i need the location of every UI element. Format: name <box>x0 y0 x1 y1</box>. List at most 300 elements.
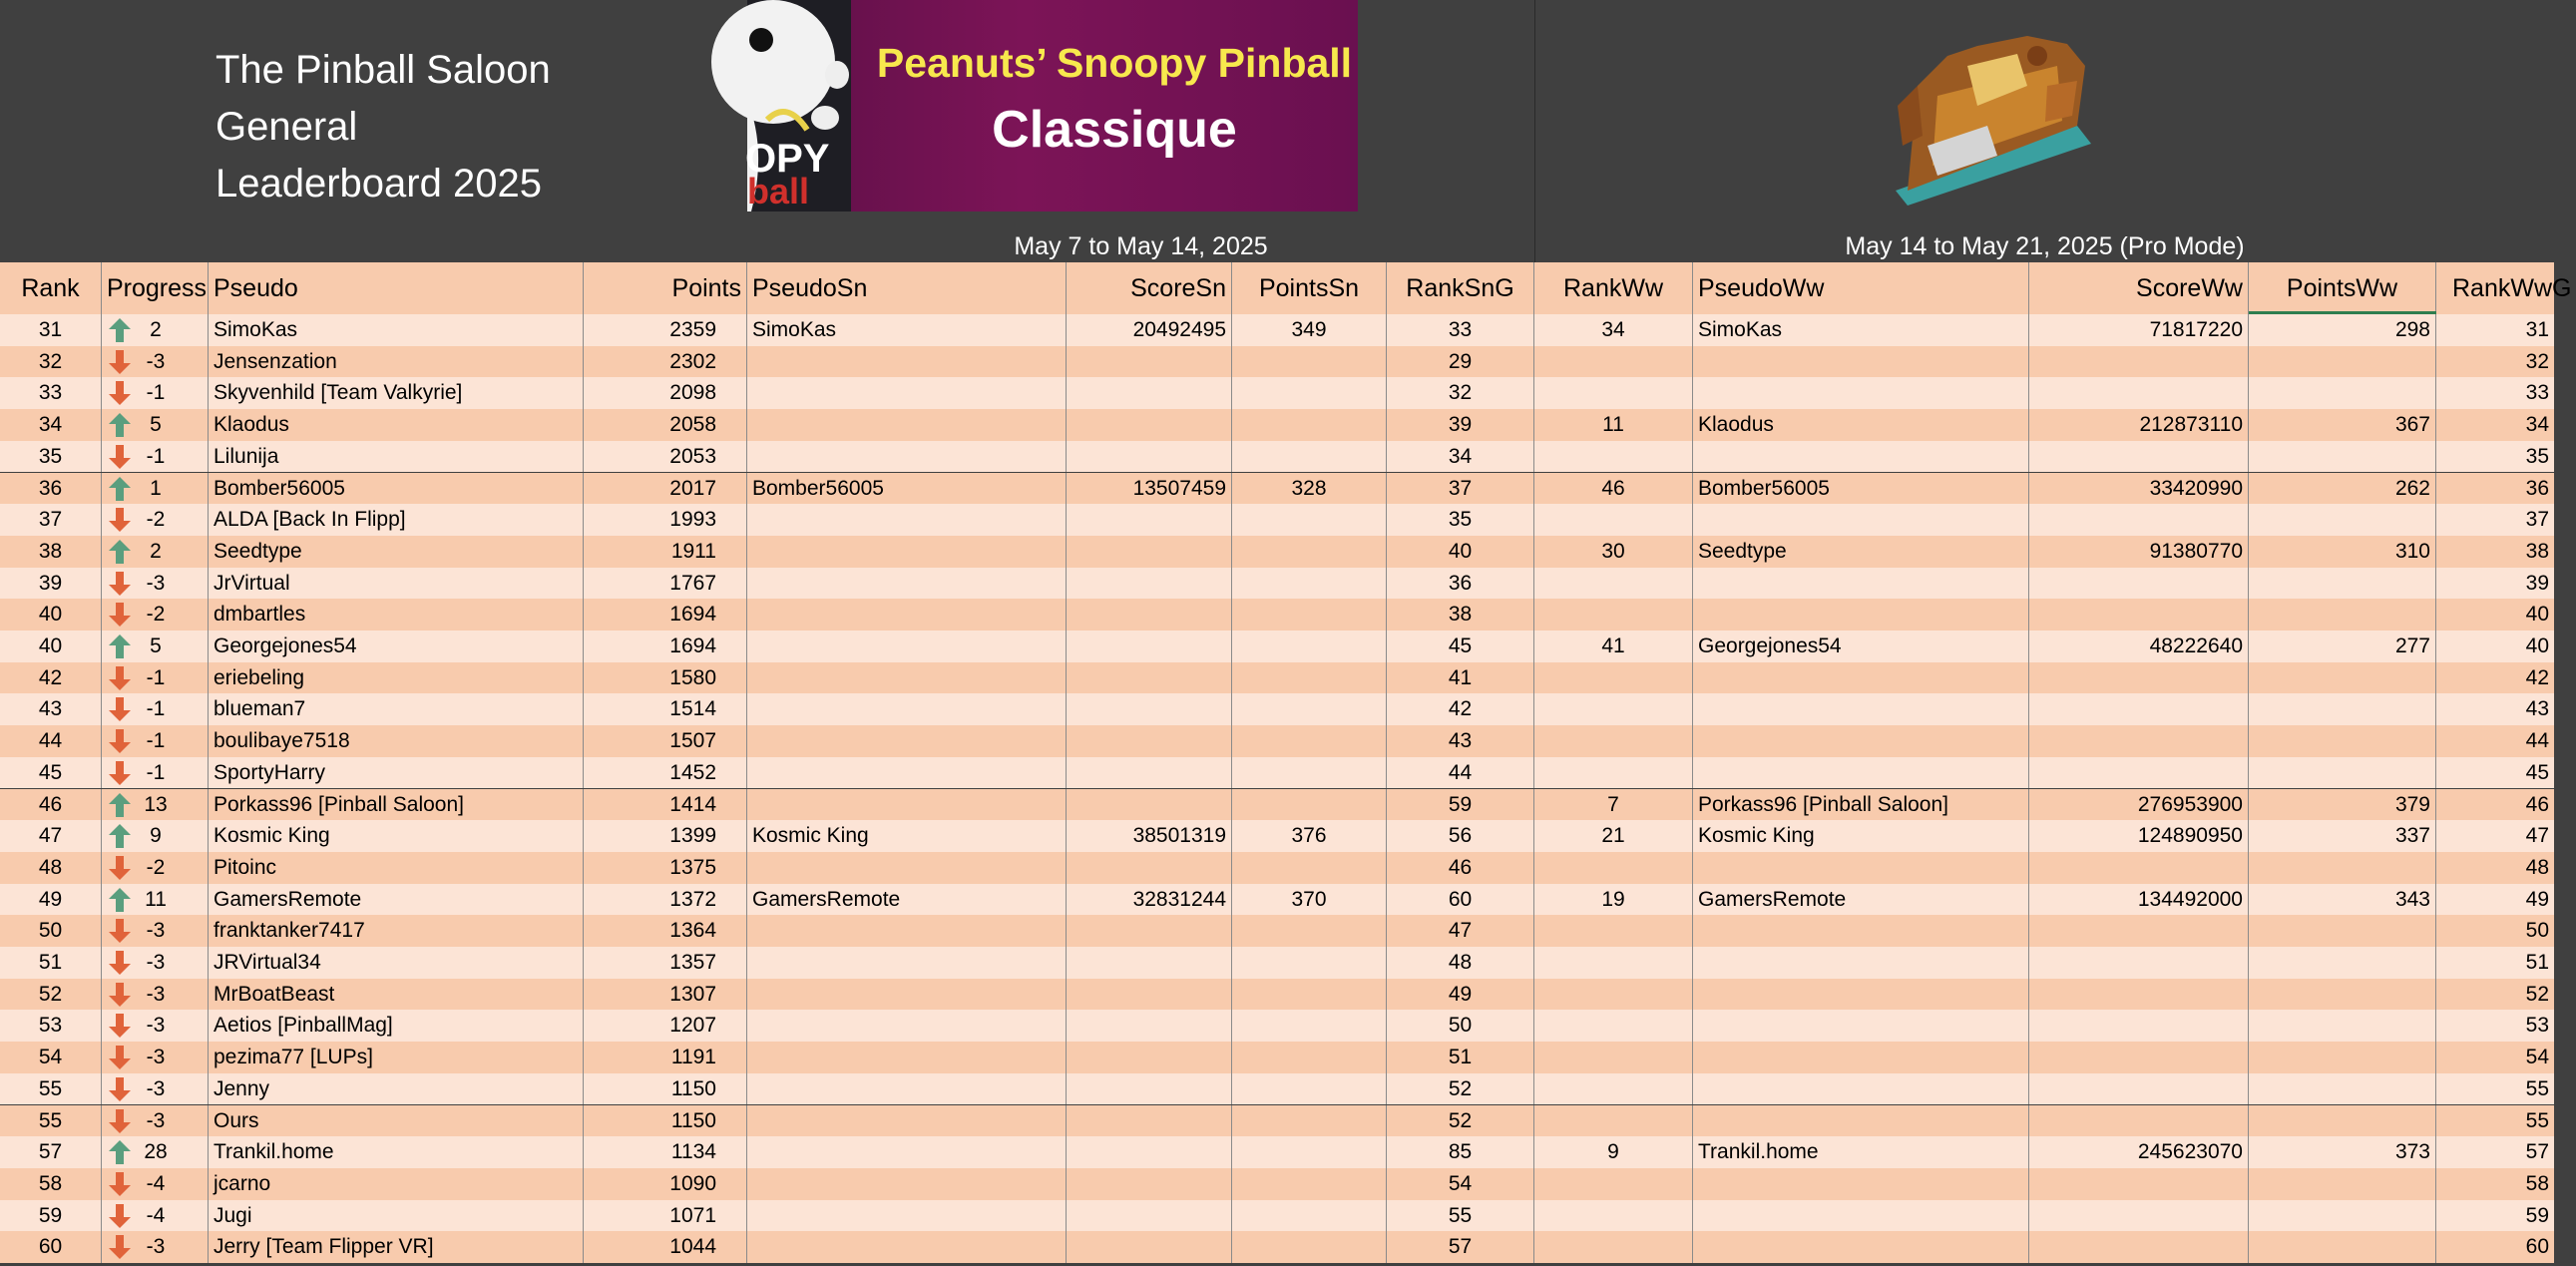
cell-score-sn[interactable] <box>1067 409 1232 441</box>
cell-pseudo-sn[interactable] <box>747 1073 1067 1105</box>
cell-points-ww[interactable] <box>2249 1200 2436 1232</box>
cell-points[interactable]: 1375 <box>584 852 747 884</box>
cell-points[interactable]: 1191 <box>584 1042 747 1073</box>
col-header-pseudo-ww[interactable]: PseudoWw <box>1693 262 2029 314</box>
cell-points-ww[interactable] <box>2249 1168 2436 1200</box>
cell-pseudo-ww[interactable] <box>1693 568 2029 600</box>
cell-score-sn[interactable] <box>1067 441 1232 473</box>
cell-score-ww[interactable] <box>2029 725 2249 757</box>
cell-rank-sng[interactable]: 48 <box>1387 947 1534 979</box>
cell-score-sn[interactable]: 38501319 <box>1067 820 1232 852</box>
cell-rank-wwg[interactable]: 43 <box>2525 697 2549 721</box>
cell-points-ww[interactable] <box>2249 441 2436 473</box>
cell-score-ww[interactable] <box>2029 1200 2249 1232</box>
cell-points-ww[interactable] <box>2249 979 2436 1011</box>
cell-rank-ww[interactable]: 41 <box>1534 631 1693 662</box>
cell-pseudo-ww[interactable] <box>1693 852 2029 884</box>
cell-pseudo[interactable]: Porkass96 [Pinball Saloon] <box>209 789 584 821</box>
cell-points-sn[interactable] <box>1232 693 1387 725</box>
cell-progress[interactable] <box>102 915 209 947</box>
cell-score-ww[interactable] <box>2029 346 2249 378</box>
cell-points[interactable]: 1580 <box>584 662 747 694</box>
cell-pseudo-ww[interactable] <box>1693 725 2029 757</box>
cell-rank-sng[interactable]: 33 <box>1387 314 1534 346</box>
cell-progress[interactable] <box>102 820 209 852</box>
cell-points-sn[interactable]: 370 <box>1232 884 1387 916</box>
cell-score-sn[interactable] <box>1067 662 1232 694</box>
cell-points-ww[interactable]: 298 <box>2249 314 2436 346</box>
cell-points-sn[interactable]: 349 <box>1232 314 1387 346</box>
cell-progress[interactable] <box>102 947 209 979</box>
cell-points-ww[interactable] <box>2249 1042 2436 1073</box>
cell-pseudo[interactable]: Skyvenhild [Team Valkyrie] <box>209 377 584 409</box>
cell-rank-wwg[interactable]: 40 <box>2525 603 2549 627</box>
cell-pseudo-sn[interactable] <box>747 504 1067 536</box>
cell-progress[interactable] <box>102 852 209 884</box>
cell-points-sn[interactable] <box>1232 377 1387 409</box>
cell-rank-wwg[interactable]: 42 <box>2525 665 2549 689</box>
cell-pseudo[interactable]: GamersRemote <box>209 884 584 916</box>
cell-rank[interactable]: 55 <box>0 1105 102 1137</box>
cell-rank[interactable]: 46 <box>0 789 102 821</box>
cell-rank-wwg[interactable]: 32 <box>2525 349 2549 373</box>
cell-pseudo-ww[interactable] <box>1693 947 2029 979</box>
cell-points[interactable]: 1372 <box>584 884 747 916</box>
cell-score-ww[interactable] <box>2029 662 2249 694</box>
cell-rank-wwg[interactable]: 37 <box>2525 508 2549 532</box>
cell-rank[interactable]: 32 <box>0 346 102 378</box>
cell-rank[interactable]: 48 <box>0 852 102 884</box>
cell-score-ww[interactable] <box>2029 1010 2249 1042</box>
cell-pseudo-ww[interactable] <box>1693 1168 2029 1200</box>
cell-pseudo-ww[interactable] <box>1693 1010 2029 1042</box>
cell-points-ww[interactable]: 337 <box>2249 820 2436 852</box>
cell-rank-sng[interactable]: 46 <box>1387 852 1534 884</box>
cell-pseudo[interactable]: JRVirtual34 <box>209 947 584 979</box>
cell-points-sn[interactable] <box>1232 1010 1387 1042</box>
cell-rank[interactable]: 43 <box>0 693 102 725</box>
cell-rank-sng[interactable]: 51 <box>1387 1042 1534 1073</box>
cell-points[interactable]: 1993 <box>584 504 747 536</box>
cell-pseudo[interactable]: pezima77 [LUPs] <box>209 1042 584 1073</box>
cell-points[interactable]: 1307 <box>584 979 747 1011</box>
cell-score-sn[interactable] <box>1067 631 1232 662</box>
cell-rank[interactable]: 52 <box>0 979 102 1011</box>
cell-score-ww[interactable]: 245623070 <box>2029 1136 2249 1168</box>
cell-pseudo-ww[interactable]: Bomber56005 <box>1693 473 2029 505</box>
cell-rank-wwg[interactable]: 35 <box>2525 444 2549 468</box>
cell-score-sn[interactable] <box>1067 1105 1232 1137</box>
cell-pseudo-ww[interactable]: GamersRemote <box>1693 884 2029 916</box>
cell-points[interactable]: 1694 <box>584 599 747 631</box>
cell-score-sn[interactable] <box>1067 757 1232 789</box>
cell-pseudo-ww[interactable] <box>1693 1042 2029 1073</box>
cell-progress[interactable] <box>102 757 209 789</box>
cell-points-ww[interactable]: 367 <box>2249 409 2436 441</box>
cell-points-ww[interactable] <box>2249 1105 2436 1137</box>
cell-rank-ww[interactable] <box>1534 346 1693 378</box>
cell-points[interactable]: 2053 <box>584 441 747 473</box>
cell-score-sn[interactable] <box>1067 536 1232 568</box>
cell-points-sn[interactable] <box>1232 852 1387 884</box>
cell-rank-wwg[interactable]: 34 <box>2525 413 2549 437</box>
cell-rank-sng[interactable]: 57 <box>1387 1231 1534 1263</box>
cell-score-sn[interactable] <box>1067 979 1232 1011</box>
cell-rank-sng[interactable]: 45 <box>1387 631 1534 662</box>
cell-score-sn[interactable] <box>1067 693 1232 725</box>
cell-rank-sng[interactable]: 38 <box>1387 599 1534 631</box>
cell-pseudo[interactable]: Jugi <box>209 1200 584 1232</box>
cell-pseudo-sn[interactable] <box>747 409 1067 441</box>
cell-rank-ww[interactable]: 19 <box>1534 884 1693 916</box>
cell-pseudo-sn[interactable] <box>747 568 1067 600</box>
cell-rank-ww[interactable]: 34 <box>1534 314 1693 346</box>
cell-points[interactable]: 1514 <box>584 693 747 725</box>
cell-score-sn[interactable] <box>1067 1200 1232 1232</box>
cell-rank-ww[interactable] <box>1534 915 1693 947</box>
cell-rank-sng[interactable]: 56 <box>1387 820 1534 852</box>
cell-rank-sng[interactable]: 36 <box>1387 568 1534 600</box>
cell-points-sn[interactable] <box>1232 1042 1387 1073</box>
cell-points-ww[interactable] <box>2249 915 2436 947</box>
cell-score-sn[interactable] <box>1067 725 1232 757</box>
cell-rank-ww[interactable] <box>1534 757 1693 789</box>
cell-pseudo-sn[interactable] <box>747 536 1067 568</box>
cell-points-sn[interactable] <box>1232 631 1387 662</box>
cell-points[interactable]: 1071 <box>584 1200 747 1232</box>
cell-points-ww[interactable] <box>2249 757 2436 789</box>
cell-rank[interactable]: 36 <box>0 473 102 505</box>
cell-pseudo-sn[interactable] <box>747 662 1067 694</box>
white-water-logo-image[interactable] <box>1878 26 2107 211</box>
cell-pseudo-ww[interactable] <box>1693 1105 2029 1137</box>
cell-points[interactable]: 1044 <box>584 1231 747 1263</box>
cell-rank-ww[interactable]: 30 <box>1534 536 1693 568</box>
cell-rank-sng[interactable]: 44 <box>1387 757 1534 789</box>
cell-rank-sng[interactable]: 42 <box>1387 693 1534 725</box>
cell-score-ww[interactable]: 212873110 <box>2029 409 2249 441</box>
cell-points-ww[interactable]: 343 <box>2249 884 2436 916</box>
cell-points[interactable]: 1364 <box>584 915 747 947</box>
cell-pseudo[interactable]: Kosmic King <box>209 820 584 852</box>
cell-points-ww[interactable]: 262 <box>2249 473 2436 505</box>
cell-pseudo-ww[interactable] <box>1693 441 2029 473</box>
cell-score-sn[interactable]: 13507459 <box>1067 473 1232 505</box>
cell-score-sn[interactable] <box>1067 504 1232 536</box>
cell-pseudo[interactable]: boulibaye7518 <box>209 725 584 757</box>
cell-points-sn[interactable] <box>1232 504 1387 536</box>
cell-pseudo[interactable]: jcarno <box>209 1168 584 1200</box>
cell-score-sn[interactable] <box>1067 1136 1232 1168</box>
cell-points-sn[interactable] <box>1232 1136 1387 1168</box>
col-header-score-sn[interactable]: ScoreSn <box>1067 262 1232 314</box>
cell-pseudo[interactable]: Aetios [PinballMag] <box>209 1010 584 1042</box>
cell-rank-sng[interactable]: 40 <box>1387 536 1534 568</box>
cell-rank-sng[interactable]: 59 <box>1387 789 1534 821</box>
cell-pseudo-sn[interactable] <box>747 693 1067 725</box>
cell-score-sn[interactable] <box>1067 947 1232 979</box>
cell-points[interactable]: 1414 <box>584 789 747 821</box>
cell-rank[interactable]: 33 <box>0 377 102 409</box>
cell-points-ww[interactable] <box>2249 852 2436 884</box>
cell-rank-ww[interactable] <box>1534 599 1693 631</box>
cell-rank-sng[interactable]: 54 <box>1387 1168 1534 1200</box>
cell-progress[interactable] <box>102 979 209 1011</box>
cell-rank-ww[interactable] <box>1534 979 1693 1011</box>
col-header-pseudo-sn[interactable]: PseudoSn <box>747 262 1067 314</box>
cell-rank[interactable]: 37 <box>0 504 102 536</box>
cell-rank-wwg[interactable]: 46 <box>2525 792 2549 816</box>
cell-rank-wwg[interactable]: 55 <box>2525 1108 2549 1132</box>
cell-pseudo[interactable]: Lilunija <box>209 441 584 473</box>
cell-rank-wwg[interactable]: 52 <box>2525 982 2549 1006</box>
cell-rank-wwg[interactable]: 38 <box>2525 539 2549 563</box>
cell-points-sn[interactable] <box>1232 599 1387 631</box>
cell-points[interactable]: 1207 <box>584 1010 747 1042</box>
col-header-rank-sng[interactable]: RankSnG <box>1387 262 1534 314</box>
cell-score-sn[interactable]: 20492495 <box>1067 314 1232 346</box>
cell-pseudo-ww[interactable]: Porkass96 [Pinball Saloon] <box>1693 789 2029 821</box>
cell-points-sn[interactable] <box>1232 915 1387 947</box>
cell-pseudo-sn[interactable] <box>747 725 1067 757</box>
cell-points-sn[interactable] <box>1232 1200 1387 1232</box>
cell-points[interactable]: 1357 <box>584 947 747 979</box>
cell-pseudo-ww[interactable] <box>1693 979 2029 1011</box>
cell-rank-sng[interactable]: 55 <box>1387 1200 1534 1232</box>
cell-rank-ww[interactable]: 7 <box>1534 789 1693 821</box>
cell-progress[interactable] <box>102 1073 209 1105</box>
cell-rank-sng[interactable]: 29 <box>1387 346 1534 378</box>
cell-pseudo[interactable]: Georgejones54 <box>209 631 584 662</box>
cell-rank[interactable]: 54 <box>0 1042 102 1073</box>
cell-points-sn[interactable] <box>1232 1105 1387 1137</box>
cell-rank-wwg[interactable]: 55 <box>2525 1076 2549 1100</box>
cell-rank-sng[interactable]: 52 <box>1387 1105 1534 1137</box>
cell-score-ww[interactable] <box>2029 504 2249 536</box>
cell-progress[interactable] <box>102 693 209 725</box>
cell-progress[interactable] <box>102 884 209 916</box>
cell-progress[interactable] <box>102 346 209 378</box>
cell-rank[interactable]: 49 <box>0 884 102 916</box>
cell-rank-sng[interactable]: 52 <box>1387 1073 1534 1105</box>
cell-rank-ww[interactable] <box>1534 1073 1693 1105</box>
cell-progress[interactable] <box>102 1105 209 1137</box>
cell-pseudo-ww[interactable]: Georgejones54 <box>1693 631 2029 662</box>
cell-score-ww[interactable] <box>2029 1168 2249 1200</box>
cell-score-sn[interactable] <box>1067 852 1232 884</box>
cell-pseudo[interactable]: Jensenzation <box>209 346 584 378</box>
cell-rank-wwg[interactable]: 49 <box>2525 887 2549 911</box>
cell-rank-wwg[interactable]: 44 <box>2525 729 2549 753</box>
col-header-rank-ww[interactable]: RankWw <box>1534 262 1693 314</box>
cell-points[interactable]: 2058 <box>584 409 747 441</box>
cell-score-ww[interactable]: 134492000 <box>2029 884 2249 916</box>
cell-rank-ww[interactable] <box>1534 441 1693 473</box>
cell-pseudo-sn[interactable] <box>747 631 1067 662</box>
cell-pseudo-ww[interactable]: SimoKas <box>1693 314 2029 346</box>
cell-score-sn[interactable] <box>1067 1073 1232 1105</box>
cell-rank-sng[interactable]: 60 <box>1387 884 1534 916</box>
cell-rank[interactable]: 57 <box>0 1136 102 1168</box>
cell-pseudo-ww[interactable] <box>1693 757 2029 789</box>
cell-score-ww[interactable]: 48222640 <box>2029 631 2249 662</box>
cell-score-ww[interactable] <box>2029 947 2249 979</box>
cell-points[interactable]: 2098 <box>584 377 747 409</box>
cell-rank-sng[interactable]: 39 <box>1387 409 1534 441</box>
cell-pseudo-ww[interactable] <box>1693 1231 2029 1263</box>
cell-rank-wwg[interactable]: 39 <box>2525 571 2549 595</box>
cell-points-ww[interactable] <box>2249 599 2436 631</box>
cell-points-ww[interactable] <box>2249 1231 2436 1263</box>
cell-rank[interactable]: 55 <box>0 1073 102 1105</box>
cell-points-sn[interactable] <box>1232 947 1387 979</box>
cell-pseudo[interactable]: Jenny <box>209 1073 584 1105</box>
cell-pseudo-ww[interactable] <box>1693 662 2029 694</box>
cell-pseudo-sn[interactable] <box>747 441 1067 473</box>
col-header-points[interactable]: Points <box>584 262 747 314</box>
cell-score-ww[interactable] <box>2029 599 2249 631</box>
cell-rank-ww[interactable] <box>1534 947 1693 979</box>
cell-rank-sng[interactable]: 37 <box>1387 473 1534 505</box>
cell-rank[interactable]: 35 <box>0 441 102 473</box>
cell-rank[interactable]: 53 <box>0 1010 102 1042</box>
col-header-score-ww[interactable]: ScoreWw <box>2029 262 2249 314</box>
cell-rank-wwg[interactable]: 51 <box>2525 951 2549 974</box>
cell-pseudo-sn[interactable] <box>747 1042 1067 1073</box>
cell-pseudo-sn[interactable] <box>747 1105 1067 1137</box>
col-header-points-ww[interactable]: PointsWw <box>2249 262 2436 314</box>
cell-points[interactable]: 1150 <box>584 1073 747 1105</box>
cell-pseudo[interactable]: Jerry [Team Flipper VR] <box>209 1231 584 1263</box>
cell-rank[interactable]: 58 <box>0 1168 102 1200</box>
cell-score-ww[interactable] <box>2029 757 2249 789</box>
cell-rank-wwg[interactable]: 45 <box>2525 760 2549 784</box>
cell-points-sn[interactable]: 376 <box>1232 820 1387 852</box>
cell-score-sn[interactable] <box>1067 599 1232 631</box>
cell-rank-ww[interactable] <box>1534 504 1693 536</box>
cell-rank-sng[interactable]: 34 <box>1387 441 1534 473</box>
cell-rank-wwg[interactable]: 31 <box>2525 318 2549 341</box>
col-header-points-sn[interactable]: PointsSn <box>1232 262 1387 314</box>
cell-rank[interactable]: 40 <box>0 599 102 631</box>
cell-points-ww[interactable] <box>2249 346 2436 378</box>
cell-progress[interactable] <box>102 631 209 662</box>
cell-rank[interactable]: 47 <box>0 820 102 852</box>
cell-rank-ww[interactable]: 11 <box>1534 409 1693 441</box>
cell-pseudo-sn[interactable] <box>747 1168 1067 1200</box>
cell-rank-wwg[interactable]: 36 <box>2525 476 2549 500</box>
cell-pseudo[interactable]: Pitoinc <box>209 852 584 884</box>
col-header-pseudo[interactable]: Pseudo <box>209 262 584 314</box>
cell-rank[interactable]: 39 <box>0 568 102 600</box>
cell-points-ww[interactable] <box>2249 1010 2436 1042</box>
cell-progress[interactable] <box>102 473 209 505</box>
cell-rank[interactable]: 50 <box>0 915 102 947</box>
cell-rank[interactable]: 40 <box>0 631 102 662</box>
cell-rank-wwg[interactable]: 33 <box>2525 381 2549 405</box>
cell-rank-ww[interactable] <box>1534 568 1693 600</box>
cell-score-ww[interactable]: 33420990 <box>2029 473 2249 505</box>
cell-pseudo-ww[interactable]: Klaodus <box>1693 409 2029 441</box>
cell-progress[interactable] <box>102 1042 209 1073</box>
cell-points-sn[interactable] <box>1232 1168 1387 1200</box>
cell-score-ww[interactable]: 71817220 <box>2029 314 2249 346</box>
cell-rank-ww[interactable]: 21 <box>1534 820 1693 852</box>
cell-points-sn[interactable] <box>1232 725 1387 757</box>
cell-pseudo[interactable]: Klaodus <box>209 409 584 441</box>
cell-score-ww[interactable] <box>2029 441 2249 473</box>
cell-points-ww[interactable] <box>2249 568 2436 600</box>
cell-points-sn[interactable] <box>1232 979 1387 1011</box>
cell-rank-ww[interactable] <box>1534 1231 1693 1263</box>
cell-pseudo-sn[interactable] <box>747 789 1067 821</box>
cell-rank-wwg[interactable]: 47 <box>2525 824 2549 848</box>
cell-score-sn[interactable] <box>1067 377 1232 409</box>
cell-score-ww[interactable] <box>2029 852 2249 884</box>
cell-rank-wwg[interactable]: 59 <box>2525 1203 2549 1227</box>
cell-pseudo-sn[interactable] <box>747 915 1067 947</box>
cell-points[interactable]: 1399 <box>584 820 747 852</box>
cell-pseudo-sn[interactable] <box>747 757 1067 789</box>
cell-points[interactable]: 2017 <box>584 473 747 505</box>
cell-score-ww[interactable] <box>2029 1105 2249 1137</box>
cell-rank-sng[interactable]: 35 <box>1387 504 1534 536</box>
cell-points-sn[interactable] <box>1232 789 1387 821</box>
cell-pseudo-sn[interactable] <box>747 1136 1067 1168</box>
cell-pseudo-sn[interactable] <box>747 979 1067 1011</box>
cell-score-sn[interactable]: 32831244 <box>1067 884 1232 916</box>
cell-pseudo-sn[interactable] <box>747 599 1067 631</box>
cell-pseudo[interactable]: Ours <box>209 1105 584 1137</box>
cell-score-ww[interactable] <box>2029 915 2249 947</box>
cell-points-sn[interactable] <box>1232 1231 1387 1263</box>
cell-points-sn[interactable] <box>1232 1073 1387 1105</box>
cell-pseudo-ww[interactable] <box>1693 504 2029 536</box>
cell-pseudo-sn[interactable] <box>747 1010 1067 1042</box>
cell-points-ww[interactable]: 379 <box>2249 789 2436 821</box>
cell-pseudo-sn[interactable] <box>747 1231 1067 1263</box>
cell-rank-ww[interactable] <box>1534 1042 1693 1073</box>
cell-progress[interactable] <box>102 504 209 536</box>
cell-rank-sng[interactable]: 47 <box>1387 915 1534 947</box>
cell-points-ww[interactable] <box>2249 1073 2436 1105</box>
cell-progress[interactable] <box>102 1136 209 1168</box>
cell-rank-ww[interactable] <box>1534 1105 1693 1137</box>
cell-rank-ww[interactable]: 9 <box>1534 1136 1693 1168</box>
cell-rank-sng[interactable]: 41 <box>1387 662 1534 694</box>
cell-points-sn[interactable] <box>1232 346 1387 378</box>
cell-points[interactable]: 1694 <box>584 631 747 662</box>
cell-rank-sng[interactable]: 32 <box>1387 377 1534 409</box>
cell-points[interactable]: 1911 <box>584 536 747 568</box>
cell-points-ww[interactable] <box>2249 693 2436 725</box>
cell-progress[interactable] <box>102 1231 209 1263</box>
cell-rank-ww[interactable] <box>1534 1200 1693 1232</box>
cell-rank[interactable]: 60 <box>0 1231 102 1263</box>
cell-score-sn[interactable] <box>1067 915 1232 947</box>
cell-rank-wwg[interactable]: 58 <box>2525 1171 2549 1195</box>
cell-rank-wwg[interactable]: 48 <box>2525 855 2549 879</box>
cell-pseudo[interactable]: Bomber56005 <box>209 473 584 505</box>
cell-pseudo[interactable]: Trankil.home <box>209 1136 584 1168</box>
cell-pseudo-ww[interactable] <box>1693 1073 2029 1105</box>
cell-pseudo[interactable]: JrVirtual <box>209 568 584 600</box>
cell-rank[interactable]: 34 <box>0 409 102 441</box>
cell-pseudo-sn[interactable]: GamersRemote <box>747 884 1067 916</box>
cell-points[interactable]: 2359 <box>584 314 747 346</box>
cell-points-ww[interactable]: 277 <box>2249 631 2436 662</box>
cell-pseudo-sn[interactable] <box>747 852 1067 884</box>
